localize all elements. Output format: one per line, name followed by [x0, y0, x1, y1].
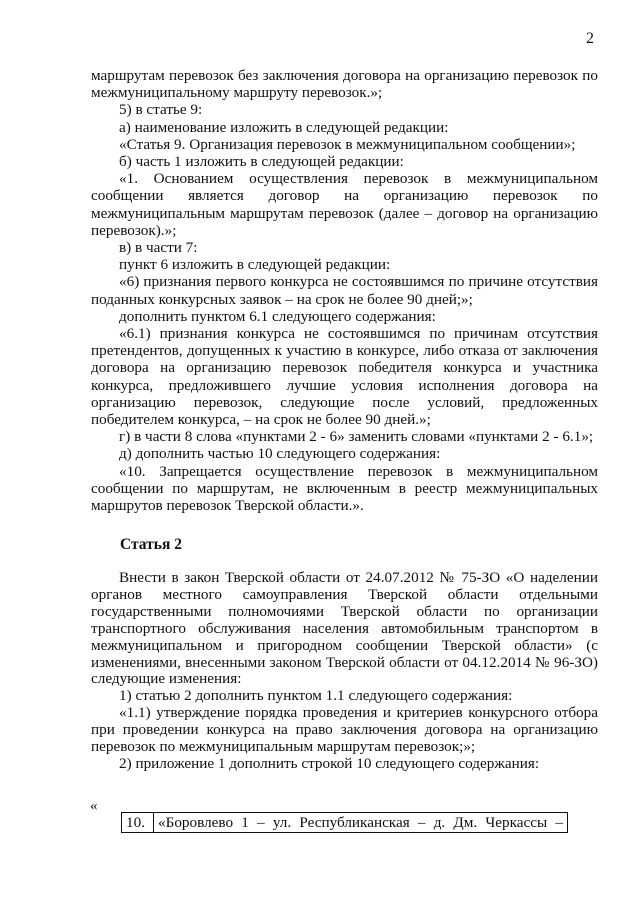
paragraph: «6) признания первого конкурса не состоявшимся по причине отсутствия поданных конкурсных заявок – на срок не более 90 дней;»; — [91, 273, 598, 308]
paragraph: «1.1) утверждение порядка проведения и критериев конкурсного отбора при проведении конкурса на право заключения договора на организацию перевозок по межмуниципальным маршрутам перевозок;»; — [91, 704, 598, 756]
paragraph: «1. Основанием осуществления перевозок в межмуниципальном сообщении является договор на организацию перевозок по межмуниципальным маршрутам перевозок (далее – договор на организацию перевозок).»; — [91, 170, 598, 239]
opening-quote: « — [90, 798, 98, 814]
paragraph: «6.1) признания конкурса не состоявшимся по причинам отсутствия претендентов, допущенных к участию в конкурсе, либо отказа от заключения договора на организацию перевозок победителя конкурса и участника конкурса, предложившего лучшие условия исполнения договора на организацию перевозок, следующие после условий, предложенных победителем конкурса, – на срок не более 90 дней.»; — [91, 325, 598, 429]
paragraph: 2) приложение 1 дополнить строкой 10 следующего содержания: — [119, 754, 540, 772]
paragraph: «10. Запрещается осуществление перевозок в межмуниципальном сообщении по маршрутам, не включенным в реестр межмуниципальных маршрутов перевозок Тверской области.». — [91, 462, 598, 515]
table-row — [121, 812, 568, 833]
row-number: 10. — [122, 813, 154, 832]
page-number: 2 — [586, 30, 594, 47]
paragraph: б) часть 1 изложить в следующей редакции: — [119, 153, 404, 171]
paragraph: Внести в закон Тверской области от 24.07.2012 № 75-ЗО «О наделении органов местного самоуправления Тверской области отдельными государственными полномочиями Тверской области по организации транспортного обслуживания населения автомобильным транспортом в межмуниципальном и пригородном сообщении Тверской области» (с изменениями, внесенными законом Тверской области от 04.12.2014 № 96-ЗО) следующие изменения: — [91, 569, 598, 688]
paragraph: 5) в статье 9: — [119, 101, 203, 119]
paragraph: маршрутам перевозок без заключения договора на организацию перевозок по межмуниципальному маршруту перевозок.»; — [91, 67, 598, 102]
article-heading: Статья 2 — [120, 536, 182, 553]
article-2-text — [91, 570, 598, 773]
paragraph: в) в части 7: — [119, 239, 198, 257]
paragraph: 1) статью 2 дополнить пунктом 1.1 следующего содержания: — [119, 687, 513, 705]
paragraph: «Статья 9. Организация перевозок в межмуниципальном сообщении»; — [119, 135, 576, 153]
paragraph: а) наименование изложить в следующей редакции: — [119, 118, 449, 136]
paragraph: дополнить пунктом 6.1 следующего содержания: — [119, 307, 436, 325]
paragraph: г) в части 8 слова «пунктами 2 - 6» заменить словами «пунктами 2 - 6.1»; — [119, 428, 594, 446]
paragraph: пункт 6 изложить в следующей редакции: — [119, 256, 391, 274]
amendments-text — [91, 67, 598, 514]
paragraph: д) дополнить частью 10 следующего содержания: — [119, 445, 441, 463]
route-name: «Боровлево 1 – ул. Республиканская – д. Дм. Черкассы – — [158, 814, 563, 831]
